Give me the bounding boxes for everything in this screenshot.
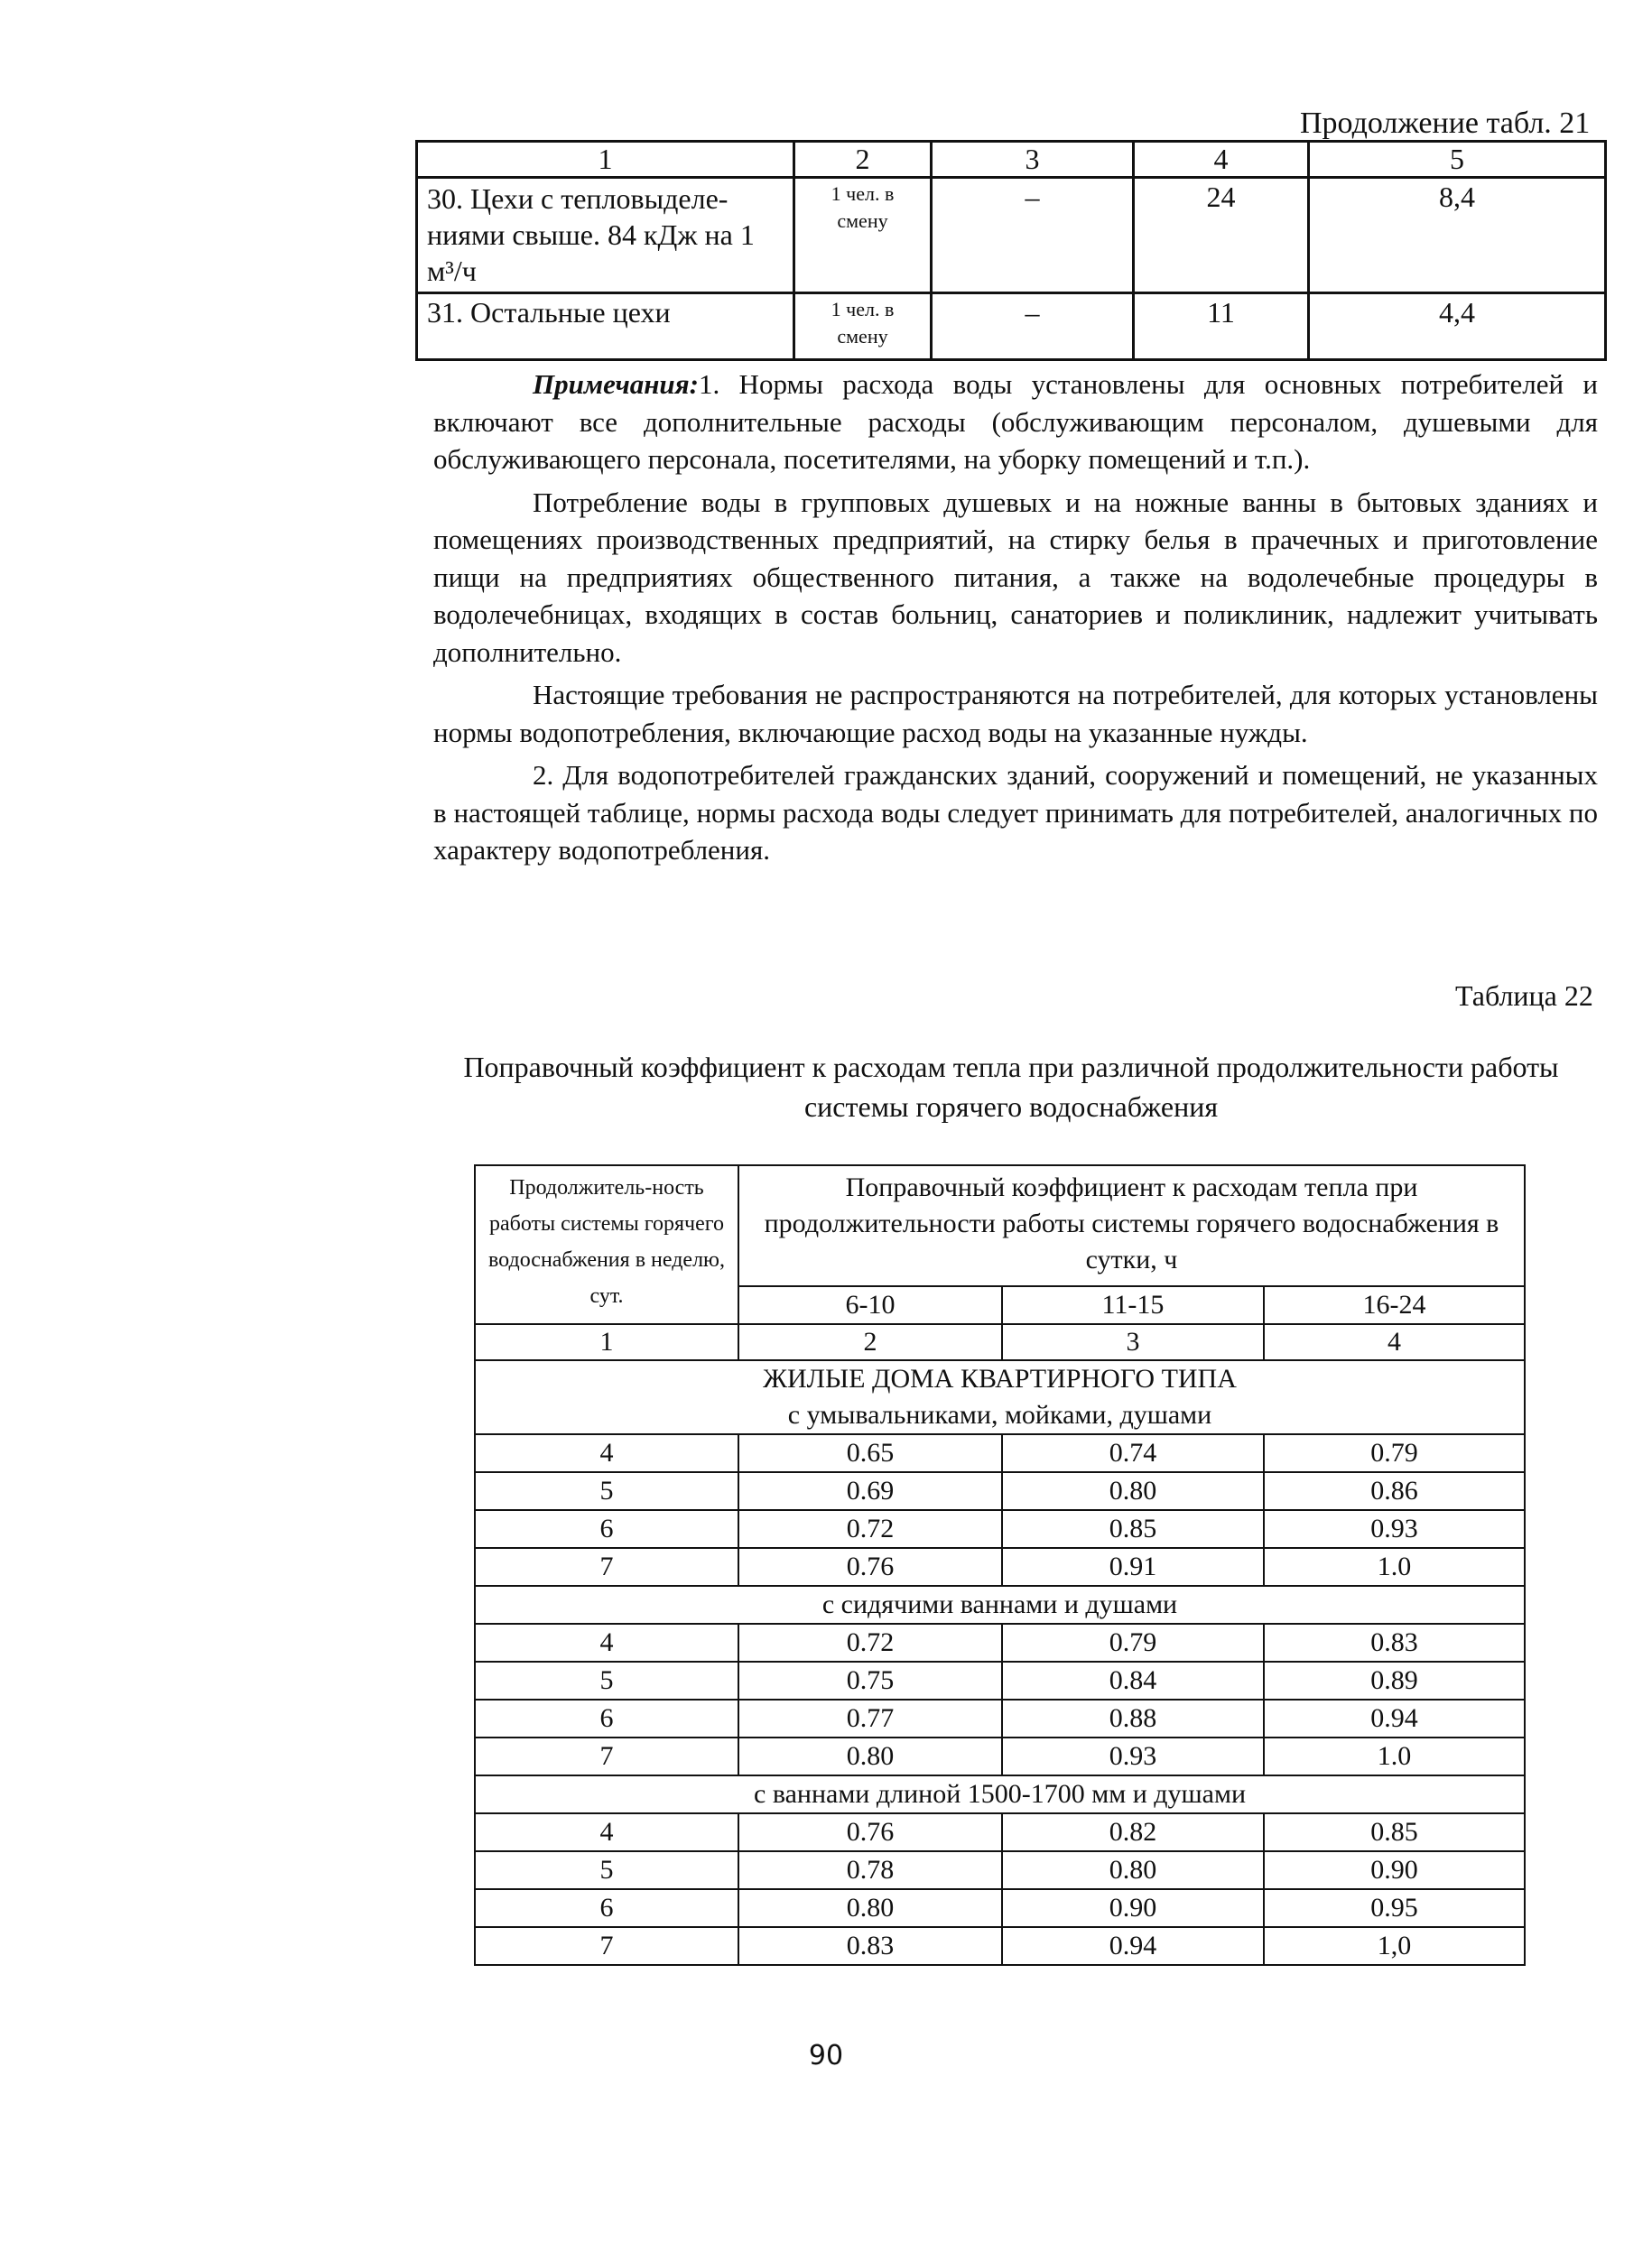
table-row	[475, 1548, 1525, 1586]
value-cell: 1.0	[1264, 1548, 1525, 1586]
value-cell: 0.80	[738, 1889, 1002, 1927]
group-title: с сидячими ваннами и душами	[475, 1586, 1525, 1624]
value-cell: 0.95	[1264, 1889, 1525, 1927]
page-number: 90	[808, 2040, 844, 2071]
value-cell: 0.78	[738, 1851, 1002, 1889]
value-cell: 1,0	[1264, 1927, 1525, 1965]
days-cell: 6	[475, 1700, 738, 1738]
group-header: Поправочный коэффициент к расходам тепла при продолжительности работы системы горячего водоснабжения в сутки, ч	[738, 1165, 1525, 1286]
continuation-table	[415, 140, 1607, 361]
subheader: 11-15	[1002, 1286, 1264, 1324]
value-cell: 0.84	[1002, 1662, 1264, 1700]
value-cell: 0.69	[738, 1472, 1002, 1510]
value-cell: 0.83	[738, 1927, 1002, 1965]
table-row	[475, 1510, 1525, 1548]
days-cell: 6	[475, 1889, 738, 1927]
value-cell: 0.88	[1002, 1700, 1264, 1738]
table-row	[475, 1738, 1525, 1775]
row-value: 24	[1134, 178, 1309, 293]
column-number: 4	[1134, 142, 1309, 178]
value-cell: 0.89	[1264, 1662, 1525, 1700]
notes	[433, 366, 1598, 875]
value-cell: 0.77	[738, 1700, 1002, 1738]
group-title: с умывальниками, мойками, душами	[475, 1397, 1525, 1434]
column-number: 2	[738, 1324, 1002, 1360]
value-cell: 0.93	[1264, 1510, 1525, 1548]
note-paragraph: Потребление воды в групповых душевых и на ножные ванны в бытовых зданиях и помещениях производственных предприятий, на стирку белья в прачечных и приготовление пищи на предприятиях общественного питания, а также на водолечебные процедуры в водолечебницах, входящих в состав больниц, санаториев и поликлиник, надлежит учитывать дополнительно.	[433, 486, 1598, 668]
value-cell: 0.72	[738, 1510, 1002, 1548]
subheader: 6-10	[738, 1286, 1002, 1324]
column-number: 1	[475, 1324, 738, 1360]
value-cell: 0.85	[1002, 1510, 1264, 1548]
table-row	[417, 178, 1606, 293]
value-cell: 0.79	[1002, 1624, 1264, 1662]
row-value: 8,4	[1309, 178, 1606, 293]
days-cell: 7	[475, 1927, 738, 1965]
table-row	[475, 1434, 1525, 1472]
table-row	[417, 293, 1606, 360]
days-cell: 6	[475, 1510, 738, 1548]
days-cell: 5	[475, 1662, 738, 1700]
note-paragraph: 2. Для водопотребителей гражданских зданий, сооружений и помещений, не указанных в настоящей таблице, нормы расхода воды следует принимать для потребителей, аналогичных по характеру водопотребления.	[433, 759, 1598, 866]
days-cell: 5	[475, 1851, 738, 1889]
table-row	[475, 1889, 1525, 1927]
table-row	[475, 1472, 1525, 1510]
value-cell: 0.79	[1264, 1434, 1525, 1472]
value-cell: 0.75	[738, 1662, 1002, 1700]
value-cell: 0.85	[1264, 1813, 1525, 1851]
note-paragraph	[433, 366, 1598, 478]
days-cell: 7	[475, 1548, 738, 1586]
days-cell: 7	[475, 1738, 738, 1775]
table-row	[475, 1662, 1525, 1700]
days-cell: 4	[475, 1813, 738, 1851]
table-header-row	[417, 142, 1606, 178]
value-cell: 0.90	[1264, 1851, 1525, 1889]
table-row	[475, 1851, 1525, 1889]
group-title: с ваннами длиной 1500-1700 мм и душами	[475, 1775, 1525, 1813]
value-cell: 0.91	[1002, 1548, 1264, 1586]
table-header-row	[475, 1165, 1525, 1286]
row-value: 4,4	[1309, 293, 1606, 360]
value-cell: 0.74	[1002, 1434, 1264, 1472]
note-paragraph: Настоящие требования не распространяются на потребителей, для которых установлены нормы водопотребления, включающие расход воды на указанные нужды.	[433, 679, 1598, 748]
value-cell: 0.72	[738, 1624, 1002, 1662]
notes-label: Примечания:	[533, 368, 699, 400]
duration-header: Продолжитель-ность работы системы горячего водоснабжения в неделю, сут.	[475, 1165, 738, 1324]
column-number: 1	[417, 142, 794, 178]
column-number: 5	[1309, 142, 1606, 178]
value-cell: 0.80	[1002, 1472, 1264, 1510]
value-cell: 0.94	[1002, 1927, 1264, 1965]
row-unit: 1 чел. в смену	[794, 178, 932, 293]
row-unit: 1 чел. в смену	[794, 293, 932, 360]
value-cell: 0.76	[738, 1813, 1002, 1851]
table-row	[475, 1927, 1525, 1965]
group-row	[475, 1397, 1525, 1434]
value-cell: 0.76	[738, 1548, 1002, 1586]
continuation-caption: Продолжение табл. 21	[1300, 107, 1591, 140]
table-row	[475, 1813, 1525, 1851]
row-value: –	[932, 293, 1134, 360]
value-cell: 0.80	[1002, 1851, 1264, 1889]
days-cell: 4	[475, 1434, 738, 1472]
value-cell: 0.93	[1002, 1738, 1264, 1775]
table-row	[475, 1624, 1525, 1662]
section-title: ЖИЛЫЕ ДОМА КВАРТИРНОГО ТИПА	[475, 1360, 1525, 1397]
row-value: 11	[1134, 293, 1309, 360]
table-title: Поправочный коэффициент к расходам тепла при различной продолжительности работы системы горячего водоснабжения	[463, 1051, 1559, 1123]
column-number: 2	[794, 142, 932, 178]
value-cell: 0.65	[738, 1434, 1002, 1472]
value-cell: 0.82	[1002, 1813, 1264, 1851]
value-cell: 0.80	[738, 1738, 1002, 1775]
row-name: 31. Остальные цехи	[417, 293, 794, 360]
value-cell: 0.90	[1002, 1889, 1264, 1927]
group-row	[475, 1775, 1525, 1813]
table-row	[475, 1700, 1525, 1738]
column-number-row	[475, 1324, 1525, 1360]
section-row	[475, 1360, 1525, 1397]
row-value: –	[932, 178, 1134, 293]
value-cell: 1.0	[1264, 1738, 1525, 1775]
column-number: 4	[1264, 1324, 1525, 1360]
value-cell: 0.94	[1264, 1700, 1525, 1738]
note-text: 1. Нормы расхода воды установлены для основных потребителей и включают все дополнительные расходы (обслуживающим персоналом, душевыми для обслуживающего персонала, посетителями, на уборку помещений и т.п.).	[433, 368, 1598, 475]
table-label: Таблица 22	[1455, 979, 1593, 1012]
value-cell: 0.86	[1264, 1472, 1525, 1510]
column-number: 3	[1002, 1324, 1264, 1360]
row-name: 30. Цехи с тепловыделе-ниями свыше. 84 кДж на 1 м³/ч	[417, 178, 794, 293]
value-cell: 0.83	[1264, 1624, 1525, 1662]
column-number: 3	[932, 142, 1134, 178]
days-cell: 5	[475, 1472, 738, 1510]
correction-table	[474, 1164, 1526, 1966]
subheader: 16-24	[1264, 1286, 1525, 1324]
days-cell: 4	[475, 1624, 738, 1662]
group-row	[475, 1586, 1525, 1624]
